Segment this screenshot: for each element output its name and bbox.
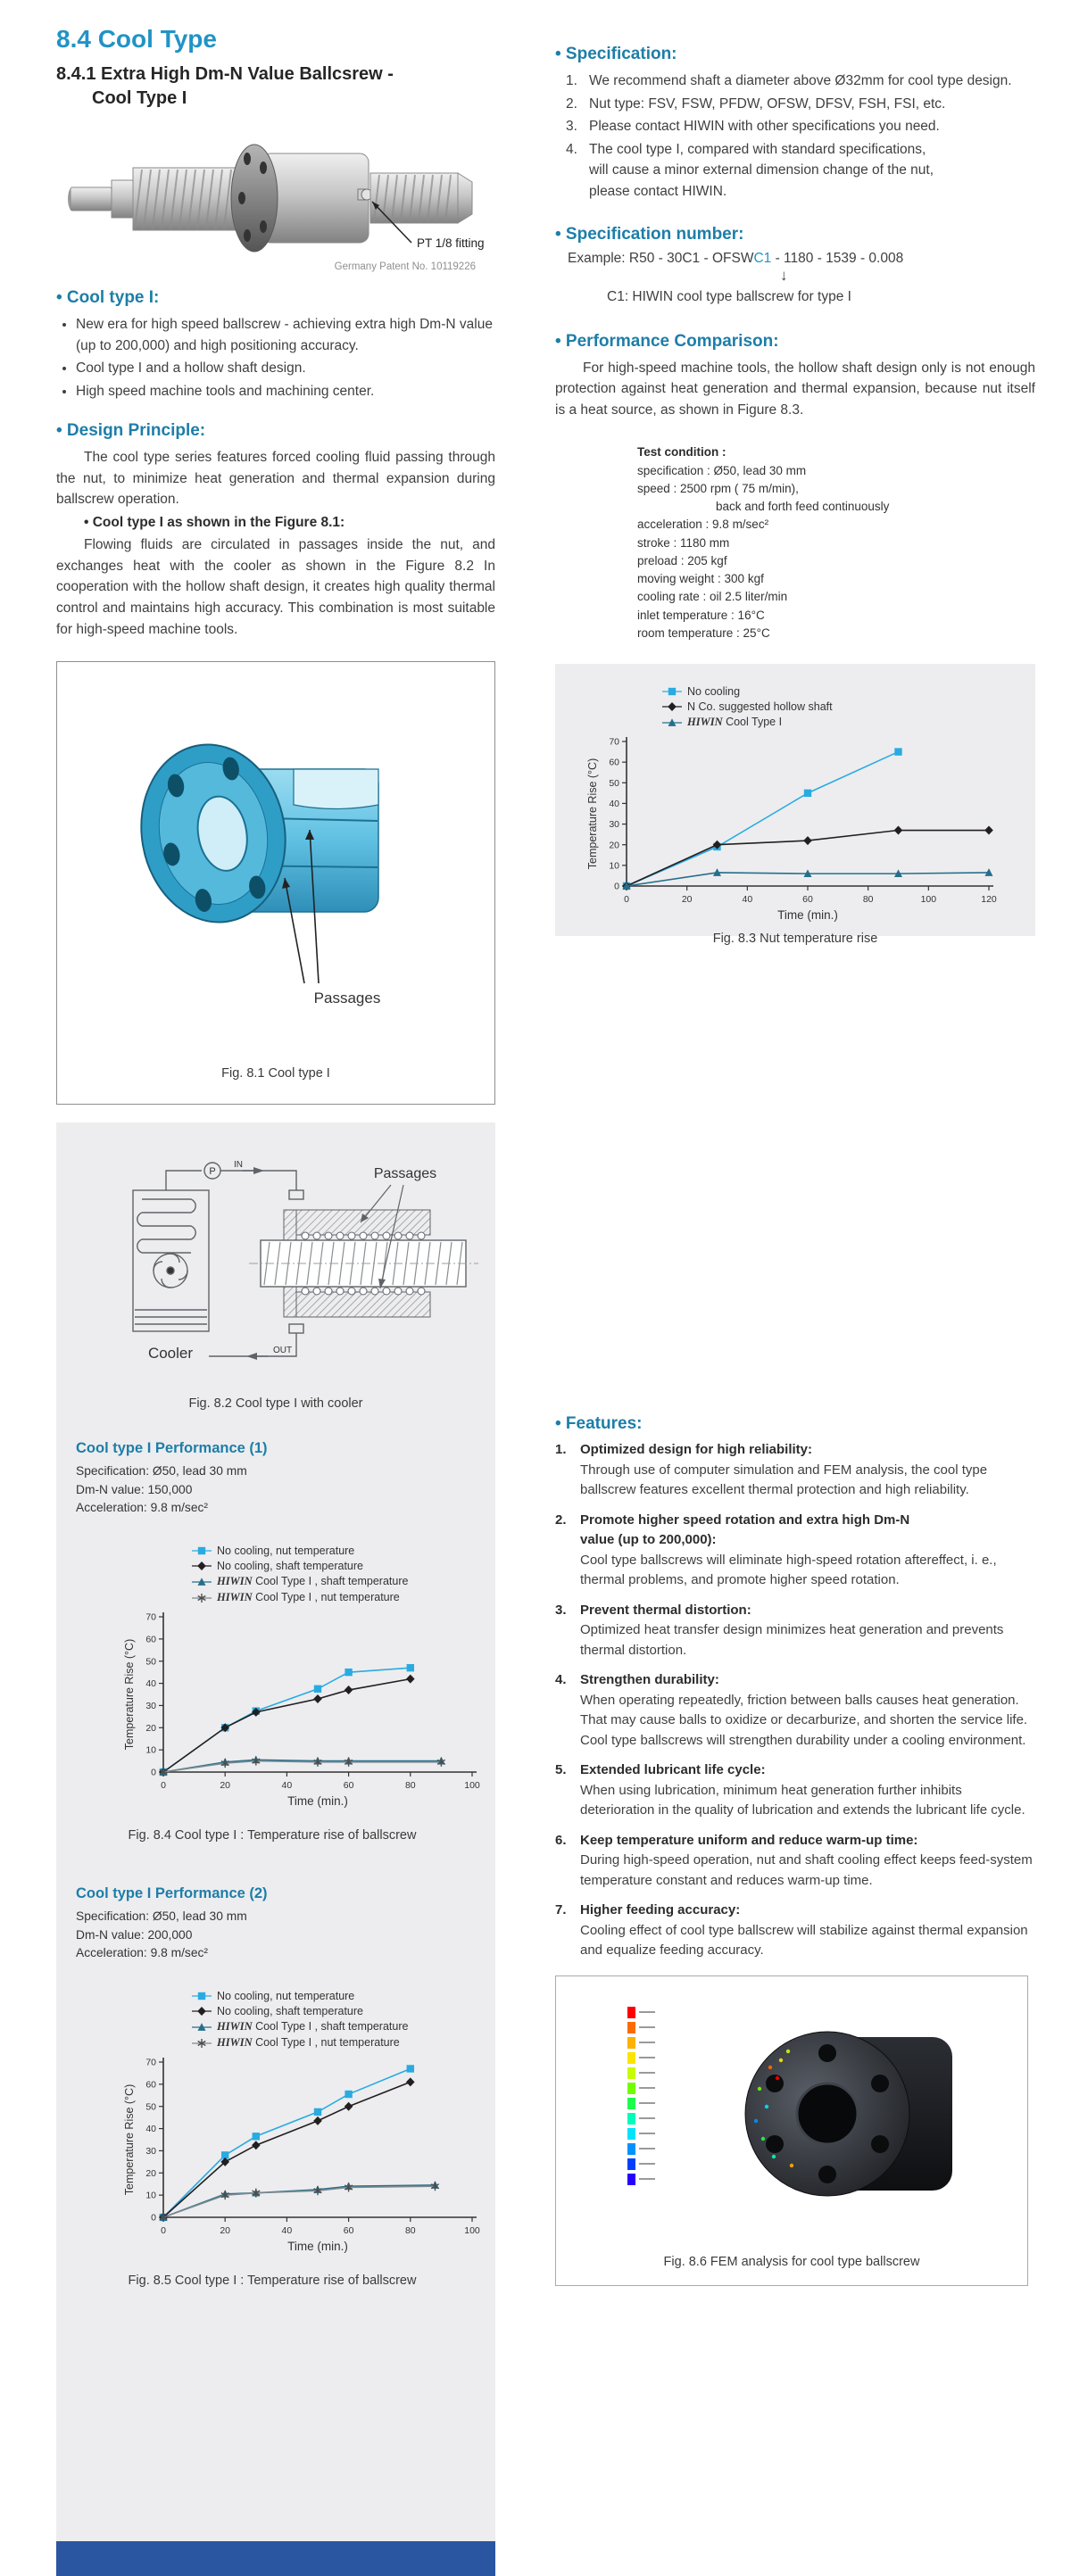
test-condition-title: Test condition : bbox=[637, 445, 726, 460]
fem-color-scale bbox=[627, 2007, 655, 2185]
spec-item-text: Please contact HIWIN with other specifications you need. bbox=[589, 119, 940, 135]
fig86-box bbox=[555, 1975, 1028, 2286]
cool-type-item: • High speed machine tools and machining center. bbox=[76, 381, 495, 402]
legend-item bbox=[662, 700, 833, 713]
svg-text:40: 40 bbox=[742, 894, 753, 906]
svg-text:20: 20 bbox=[220, 2225, 231, 2237]
svg-text:30: 30 bbox=[145, 2146, 156, 2158]
svg-text:10: 10 bbox=[609, 860, 619, 872]
perf2-spec-line: Dm-N value: 200,000 bbox=[76, 1927, 193, 1942]
feature-no: 5. bbox=[555, 1762, 567, 1777]
perf2-spec-line: Specification: Ø50, lead 30 mm bbox=[76, 1909, 247, 1924]
page-title: 8.4 Cool Type bbox=[56, 25, 217, 53]
fig81-box bbox=[56, 661, 495, 1105]
specification-heading: • Specification: bbox=[555, 45, 677, 63]
fig83-legend bbox=[662, 685, 833, 729]
spec-number-example bbox=[555, 251, 1035, 267]
test-condition-line: back and forth feed continuously bbox=[716, 500, 890, 514]
svg-text:20: 20 bbox=[145, 1722, 156, 1734]
svg-text:10: 10 bbox=[145, 2190, 156, 2201]
fig84-legend bbox=[192, 1545, 495, 1604]
test-condition-line: stroke : 1180 mm bbox=[637, 535, 730, 550]
spec-item bbox=[566, 94, 1035, 115]
spec-item-text: The cool type I, compared with standard specifications, will cause a minor external dimension change of the nut, please contact HIWIN. bbox=[589, 141, 934, 199]
legend-item bbox=[192, 1591, 495, 1604]
legend-label: No cooling, shaft temperature bbox=[217, 1560, 363, 1573]
fig85-legend bbox=[192, 1990, 495, 2050]
features-column bbox=[555, 1414, 1035, 2286]
spec-item-text: We recommend shaft a diameter above Ø32mm for cool type design. bbox=[589, 73, 1012, 88]
performance-comparison-heading: • Performance Comparison: bbox=[555, 331, 779, 351]
svg-text:20: 20 bbox=[145, 2168, 156, 2180]
test-condition-line: specification : Ø50, lead 30 mm bbox=[637, 463, 807, 477]
svg-text:60: 60 bbox=[802, 894, 813, 906]
svg-text:60: 60 bbox=[343, 1780, 354, 1792]
legend-item bbox=[192, 1575, 495, 1588]
fig82-in-label: IN bbox=[234, 1160, 243, 1171]
svg-text:0: 0 bbox=[151, 1767, 156, 1778]
performance-comparison-paragraph: For high-speed machine tools, the hollow shaft design only is not enough protection against heat generation and thermal expansion, because nut itself is a heat source, as shown in Figure 8.3. bbox=[555, 360, 1035, 418]
spec-item-no: 3. bbox=[566, 119, 577, 135]
svg-text:100: 100 bbox=[464, 1780, 480, 1792]
spec-number-heading: • Specification number: bbox=[555, 225, 744, 244]
svg-text:50: 50 bbox=[609, 777, 619, 789]
svg-text:100: 100 bbox=[464, 2225, 480, 2237]
legend-label: HIWIN Cool Type I , shaft temperature bbox=[217, 1575, 409, 1588]
page-subtitle bbox=[56, 62, 495, 111]
spec-item-no: 4. bbox=[566, 141, 577, 157]
design-principle-p1: The cool type series features forced cooling fluid passing through the nut, to minimize heat generation and thermal expansion during ballscrew operation. bbox=[56, 450, 495, 508]
spec-item bbox=[566, 116, 1035, 137]
section-cool-type bbox=[56, 288, 495, 402]
perf2-spec-line: Acceleration: 9.8 m/sec² bbox=[76, 1946, 208, 1960]
feature-no: 6. bbox=[555, 1832, 567, 1848]
perf1-spec-line: Dm-N value: 150,000 bbox=[76, 1482, 193, 1496]
right-column bbox=[555, 45, 1035, 947]
cool-type-heading: • Cool type I: bbox=[56, 288, 160, 307]
svg-text:Temperature Rise (°C): Temperature Rise (°C) bbox=[586, 758, 599, 870]
performance-panel bbox=[56, 1417, 495, 2541]
svg-text:0: 0 bbox=[161, 1780, 166, 1792]
cool-type-list bbox=[56, 314, 495, 402]
svg-text:Temperature Rise (°C): Temperature Rise (°C) bbox=[123, 1638, 136, 1751]
feature-no: 2. bbox=[555, 1512, 567, 1528]
legend-item bbox=[192, 1990, 495, 2002]
subtitle-line1: 8.4.1 Extra High Dm-N Value Ballcsrew - bbox=[56, 64, 394, 84]
svg-text:60: 60 bbox=[145, 2079, 156, 2091]
svg-text:30: 30 bbox=[609, 819, 619, 831]
fig82-p-label: P bbox=[209, 1166, 216, 1178]
legend-item bbox=[662, 716, 833, 729]
svg-text:40: 40 bbox=[145, 1678, 156, 1690]
legend-item bbox=[662, 685, 833, 698]
feature-body: During high-speed operation, nut and shaft cooling effect keeps feed-system temperature constant and reduces warm-up time. bbox=[580, 1852, 1033, 1888]
fig84-chart bbox=[122, 1606, 495, 1816]
legend-item bbox=[192, 2020, 495, 2033]
fig86-caption: Fig. 8.6 FEM analysis for cool type ballscrew bbox=[663, 2254, 920, 2269]
feature-item bbox=[555, 1511, 1035, 1591]
fitting-label: PT 1/8 fitting bbox=[417, 236, 485, 250]
svg-text:80: 80 bbox=[404, 2225, 416, 2237]
example-highlight: C1 bbox=[753, 251, 772, 267]
svg-text:40: 40 bbox=[281, 1780, 293, 1792]
legend-label: HIWIN Cool Type I , shaft temperature bbox=[217, 2020, 409, 2033]
spec-item-no: 2. bbox=[566, 95, 577, 112]
fig82-caption: Fig. 8.2 Cool type I with cooler bbox=[188, 1396, 363, 1412]
subtitle-line2: Cool Type I bbox=[92, 88, 187, 108]
section-design-principle bbox=[56, 421, 495, 640]
fig81-passages-label: Passages bbox=[313, 990, 381, 1007]
design-principle-bullet: • Cool type I as shown in the Figure 8.1: bbox=[84, 514, 345, 530]
svg-text:60: 60 bbox=[609, 757, 619, 768]
test-condition-line: preload : 205 kgf bbox=[637, 553, 727, 567]
feature-body: Through use of computer simulation and FEM analysis, the cool type ballscrew features excellent thermal protection and high reliability. bbox=[580, 1462, 988, 1497]
svg-text:60: 60 bbox=[343, 2225, 354, 2237]
fig82-box bbox=[56, 1122, 495, 1430]
feature-item bbox=[555, 1760, 1035, 1821]
svg-text:Temperature Rise (°C): Temperature Rise (°C) bbox=[123, 2083, 136, 2196]
patent-number: Germany Patent No. 10119226 bbox=[334, 261, 476, 272]
fig81-caption: Fig. 8.1 Cool type I bbox=[221, 1066, 330, 1081]
down-arrow-icon: ↓ bbox=[780, 267, 788, 285]
test-condition-line: acceleration : 9.8 m/sec² bbox=[637, 518, 769, 532]
fig86-fem-image bbox=[569, 1982, 1015, 2241]
fig82-cooler-diagram bbox=[66, 1135, 486, 1376]
feature-item bbox=[555, 1901, 1035, 1961]
legend-item bbox=[192, 1545, 495, 1557]
legend-label: N Co. suggested hollow shaft bbox=[687, 700, 833, 714]
svg-text:70: 70 bbox=[145, 1611, 156, 1623]
feature-no: 3. bbox=[555, 1602, 567, 1618]
feature-body: Cool type ballscrews will eliminate high-speed rotation aftereffect, i. e., thermal problems, and promote higher speed rotation. bbox=[580, 1552, 997, 1587]
feature-title: Higher feeding accuracy: bbox=[580, 1902, 741, 1918]
feature-body: When operating repeatedly, friction between balls causes heat generation. That may cause balls to oxidize or decarburize, and shorten the service life. Cool type ballscrews will strengthen durability under a cooling environment. bbox=[580, 1692, 1028, 1748]
fig82-cooler-label: Cooler bbox=[147, 1345, 194, 1363]
svg-text:Time (min.): Time (min.) bbox=[287, 1794, 348, 1809]
spec-number-note: C1: HIWIN cool type ballscrew for type I bbox=[607, 288, 851, 304]
example-prefix: Example: R50 - 30C1 - OFSW bbox=[568, 251, 754, 267]
fig82-passages-label: Passages bbox=[373, 1166, 437, 1182]
fig82-out-label: OUT bbox=[273, 1346, 293, 1356]
svg-text:Time (min.): Time (min.) bbox=[777, 908, 838, 923]
legend-item bbox=[192, 1560, 495, 1572]
ballscrew-product-image bbox=[56, 111, 485, 261]
svg-text:40: 40 bbox=[281, 2225, 293, 2237]
perf2-specs bbox=[76, 1908, 495, 1963]
left-column bbox=[56, 25, 495, 1430]
legend-label: No cooling, nut temperature bbox=[217, 1990, 355, 2003]
specification-list bbox=[555, 70, 1035, 202]
svg-text:30: 30 bbox=[145, 1701, 156, 1712]
svg-text:0: 0 bbox=[614, 881, 619, 892]
design-principle-p2: Flowing fluids are circulated in passages inside the nut, and exchanges heat with the cooler as shown in the Figure 8.2 In cooperation with the hollow shaft design, it creates high quality thermal control and maintains high accuracy. This combination is most suitable for high-speed machine tools. bbox=[56, 537, 495, 637]
svg-text:60: 60 bbox=[145, 1634, 156, 1645]
feature-title: Extended lubricant life cycle: bbox=[580, 1762, 766, 1777]
footer-bar bbox=[56, 2541, 495, 2576]
svg-text:20: 20 bbox=[681, 894, 693, 906]
svg-text:20: 20 bbox=[220, 1780, 231, 1792]
feature-item bbox=[555, 1831, 1035, 1892]
spec-item-text: Nut type: FSV, FSW, PFDW, OFSW, DFSV, FSH, FSI, etc. bbox=[589, 95, 946, 112]
legend-label: HIWIN Cool Type I , nut temperature bbox=[217, 2036, 400, 2050]
perf2-heading: Cool type I Performance (2) bbox=[76, 1885, 268, 1902]
legend-label: No cooling bbox=[687, 685, 741, 699]
svg-text:0: 0 bbox=[151, 2212, 156, 2224]
test-condition-block bbox=[555, 443, 1035, 642]
feature-title: Prevent thermal distortion: bbox=[580, 1602, 751, 1618]
perf1-specs bbox=[76, 1462, 495, 1518]
svg-text:100: 100 bbox=[920, 894, 937, 906]
legend-label: HIWIN Cool Type I , nut temperature bbox=[217, 1591, 400, 1604]
feature-no: 4. bbox=[555, 1672, 567, 1687]
svg-text:50: 50 bbox=[145, 2101, 156, 2113]
test-condition-line: cooling rate : oil 2.5 liter/min bbox=[637, 590, 788, 604]
svg-text:0: 0 bbox=[161, 2225, 166, 2237]
svg-text:50: 50 bbox=[145, 1656, 156, 1668]
spec-item bbox=[566, 139, 941, 203]
svg-text:80: 80 bbox=[404, 1780, 416, 1792]
fig83-chart bbox=[585, 731, 1005, 930]
svg-text:20: 20 bbox=[609, 840, 619, 851]
perf1-spec-line: Acceleration: 9.8 m/sec² bbox=[76, 1501, 208, 1515]
svg-text:Time (min.): Time (min.) bbox=[287, 2240, 348, 2254]
cool-type-item: • New era for high speed ballscrew - achieving extra high Dm-N value (up to 200,000) and high positioning accuracy. bbox=[76, 314, 495, 356]
feature-body: Cooling effect of cool type ballscrew will stabilize against thermal expansion and equalize feeding accuracy. bbox=[580, 1922, 1028, 1958]
cool-type-item: • Cool type I and a hollow shaft design. bbox=[76, 358, 495, 379]
feature-item bbox=[555, 1440, 1035, 1501]
test-condition-line: room temperature : 25°C bbox=[637, 625, 770, 640]
fig85-caption: Fig. 8.5 Cool type I : Temperature rise of ballscrew bbox=[128, 2274, 417, 2289]
feature-title: Promote higher speed rotation and extra high Dm-N value (up to 200,000): bbox=[580, 1512, 910, 1547]
legend-item bbox=[192, 2005, 495, 2017]
example-suffix: - 1180 - 1539 - 0.008 bbox=[771, 251, 904, 267]
feature-item bbox=[555, 1670, 1035, 1751]
svg-text:40: 40 bbox=[145, 2124, 156, 2135]
fig81-cool-type-image bbox=[79, 682, 472, 1039]
perf1-heading: Cool type I Performance (1) bbox=[76, 1440, 268, 1456]
fig83-caption: Fig. 8.3 Nut temperature rise bbox=[712, 932, 878, 947]
feature-body: When using lubrication, minimum heat generation further inhibits deterioration in the quality of lubrication and extends the lubricant life cycle. bbox=[580, 1782, 1025, 1818]
svg-text:70: 70 bbox=[145, 2057, 156, 2068]
features-heading: • Features: bbox=[555, 1414, 643, 1433]
feature-item bbox=[555, 1601, 1035, 1661]
legend-label: HIWIN Cool Type I bbox=[687, 716, 783, 729]
svg-text:40: 40 bbox=[609, 799, 619, 810]
fig83-box bbox=[555, 664, 1035, 947]
fig85-chart bbox=[122, 2051, 495, 2261]
spec-item bbox=[566, 70, 1035, 92]
test-condition-line: inlet temperature : 16°C bbox=[637, 608, 765, 622]
fig84-caption: Fig. 8.4 Cool type I : Temperature rise of ballscrew bbox=[128, 1828, 417, 1843]
feature-body: Optimized heat transfer design minimizes heat generation and prevents thermal distortion. bbox=[580, 1622, 1004, 1658]
svg-text:0: 0 bbox=[624, 894, 629, 906]
feature-no: 1. bbox=[555, 1442, 567, 1457]
svg-text:70: 70 bbox=[609, 736, 619, 748]
feature-title: Strengthen durability: bbox=[580, 1672, 719, 1687]
feature-no: 7. bbox=[555, 1902, 567, 1918]
feature-title: Optimized design for high reliability: bbox=[580, 1442, 813, 1457]
test-condition-line: moving weight : 300 kgf bbox=[637, 572, 764, 586]
design-principle-heading: • Design Principle: bbox=[56, 421, 206, 441]
svg-text:120: 120 bbox=[981, 894, 997, 906]
feature-title: Keep temperature uniform and reduce warm-up time: bbox=[580, 1832, 918, 1848]
legend-label: No cooling, nut temperature bbox=[217, 1545, 355, 1558]
svg-text:80: 80 bbox=[862, 894, 874, 906]
legend-label: No cooling, shaft temperature bbox=[217, 2005, 363, 2018]
perf1-spec-line: Specification: Ø50, lead 30 mm bbox=[76, 1464, 247, 1478]
svg-text:10: 10 bbox=[145, 1744, 156, 1756]
test-condition-line: speed : 2500 rpm ( 75 m/min), bbox=[637, 481, 799, 495]
legend-item bbox=[192, 2036, 495, 2050]
spec-item-no: 1. bbox=[566, 73, 577, 88]
